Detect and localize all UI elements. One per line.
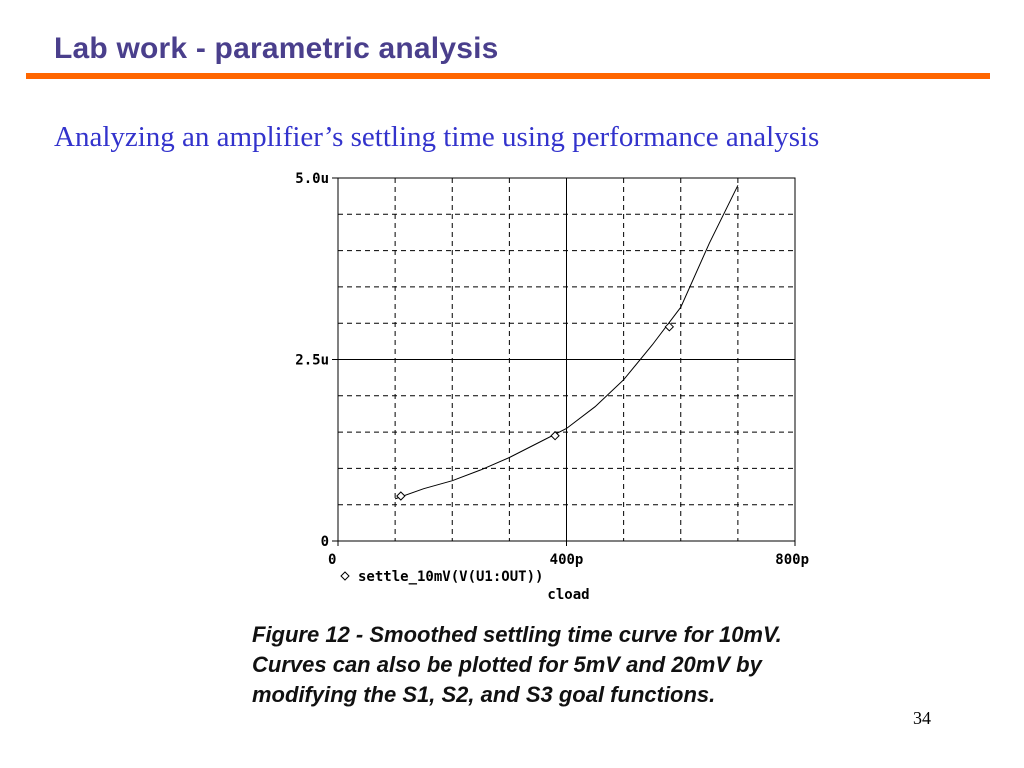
settling-time-chart xyxy=(250,162,810,612)
title-rule xyxy=(26,73,990,79)
y-tick-label: 2.5u xyxy=(295,352,329,369)
y-tick-label: 5.0u xyxy=(295,171,329,187)
slide-subtitle: Analyzing an amplifier’s settling time using performance analysis xyxy=(54,121,820,153)
y-tick-label: 0 xyxy=(320,534,329,550)
figure-caption: Figure 12 - Smoothed settling time curve for 10mV. Curves can also be plotted for 5mV and 20mV by modifying the S1, S2, and S3 goal functions. xyxy=(252,622,782,707)
data-point-marker xyxy=(397,492,405,500)
x-tick-label: 0 xyxy=(328,552,337,568)
x-tick-label: 400p xyxy=(549,552,584,568)
data-point-marker xyxy=(665,323,673,331)
x-tick-label: 800p xyxy=(775,552,809,568)
legend-marker-diamond xyxy=(341,572,349,580)
legend-entry-label: settle_10mV(V(U1:OUT)) xyxy=(358,569,544,585)
page-number: 34 xyxy=(913,708,931,728)
slide-title: Lab work - parametric analysis xyxy=(54,32,499,65)
x-axis-label: cload xyxy=(547,587,590,603)
